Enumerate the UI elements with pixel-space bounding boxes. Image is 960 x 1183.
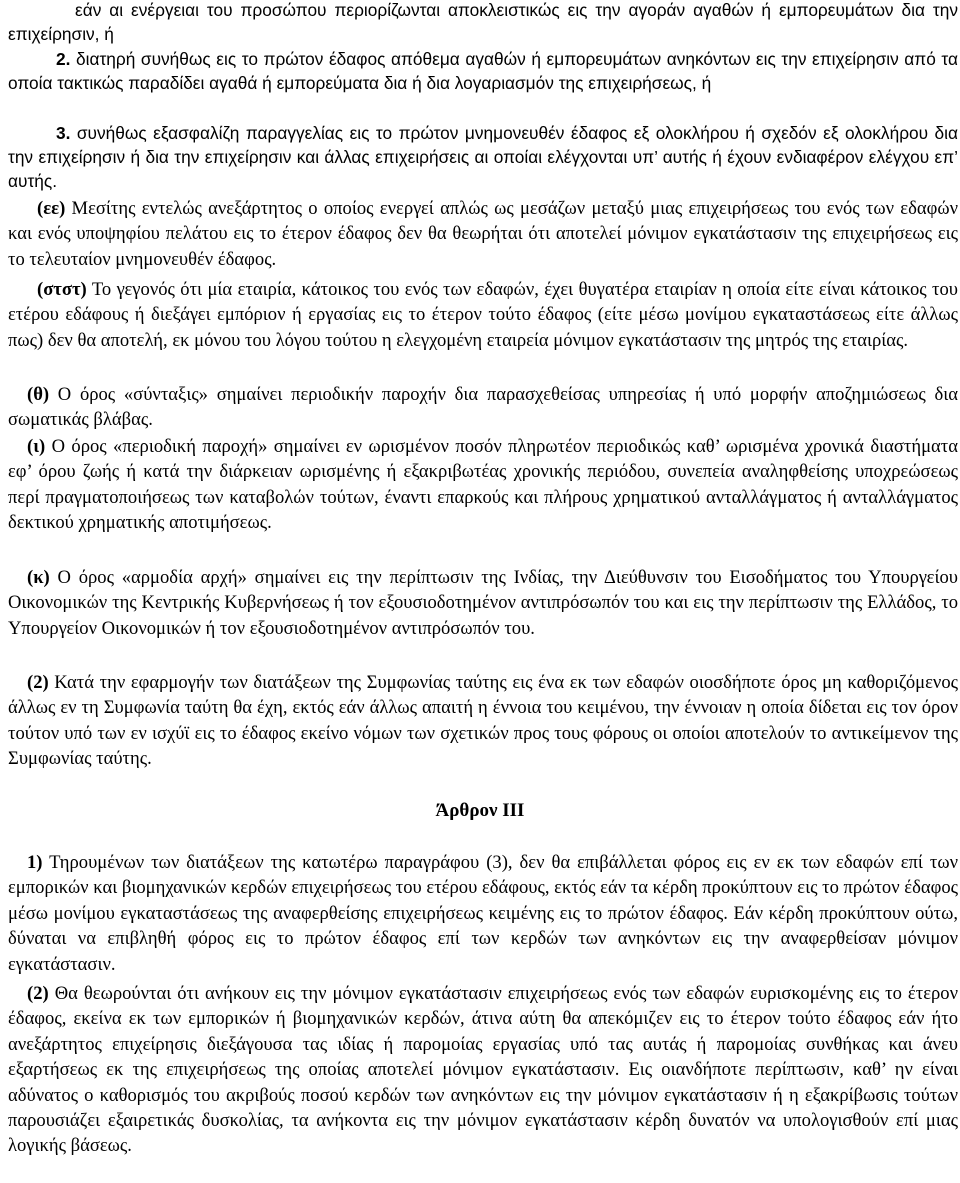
article-heading: Άρθρον ΙΙΙ <box>435 800 525 821</box>
para-2-text: Κατά την εφαρμογήν των διατάξεων της Συμφωνίας ταύτης εις ένα εκ των εδαφών οιοσδήποτε όρος μη καθοριζόμενος άλλως εν τη Συμφωνία ταύτη θα έχη, εκτός εάν άλλως απαιτή η έννοια του κειμένου, την έννοιαν η οποία δίδεται εις τον όρον τούτον υπό των εν ισχύϊ εις το έδαφος εκείνο νόμων των σχετικών προς τους φόρους οι οποίοι αποτελούν το αντικείμενον της Συμφωνίας ταύτης. <box>8 672 958 770</box>
para-ee-label: (εε) <box>37 198 66 219</box>
item-2-number: 2. <box>56 49 71 69</box>
para-stst <box>8 277 958 353</box>
para-theta-label: (θ) <box>27 384 50 405</box>
para-stst-text: Το γεγονός ότι μία εταιρία, κάτοικος του ενός των εδαφών, έχει θυγατέρα εταιρίαν η οποία είτε είναι κάτοικος του ετέρου εδάφους ή διεξάγει εμπόριον ή εργασίας εις το έτερον τούτο έδαφος (είτε μέσω μονίμου εγκαταστάσεως είτε άλλως πως) δεν θα αποτελή, εκ μόνου του λόγου τούτου η ελεγχομένη εταιρεία μόνιμον εγκατάστασιν της μητρός της εταιρίας. <box>8 279 958 351</box>
art3-para-1 <box>8 850 958 977</box>
art3-para-1-text: Τηρουμένων των διατάξεων της κατωτέρω παραγράφου (3), δεν θα επιβάλλεται φόρος εις εν εκ των εδαφών επί των εμπορικών και βιομηχανικών κερδών επιχειρήσεως του ετέρου εδάφους, εκτός εάν τα κέρδη προκύπτουν εις το πρώτον έδαφος μέσω μονίμου εγκαταστάσεως της αναφερθείσης επιχειρήσεως κειμένης εις το πρώτον έδαφος. Εάν κέρδη προκύπτουν ούτω, δύναται να επιβληθή φόρος εις το πρώτον έδαφος επί των κερδών των ανηκόντων εις την αναφερθείσαν μόνιμον εγκατάστασιν. <box>8 852 958 975</box>
para-theta <box>8 382 958 433</box>
para-iota <box>8 434 958 536</box>
art3-para-2-text: Θα θεωρούνται ότι ανήκουν εις την μόνιμον εγκατάστασιν επιχειρήσεως ενός των εδαφών ευρισκομένης εις το έτερον έδαφος, εκείνα εκ των εμπορικών ή βιομηχανικών κερδών, άτινα αύτη θα απεκόμιζεν εις το έτερον τούτο έδαφος εάν ήτο ανεξάρτητος επιχείρησις διεξάγουσα τας ιδίας ή παρομοίας εργασίας υπό τας αυτάς ή παρομοίας συνθήκας και άνευ εξαρτήσεως εκ της επιχειρήσεως της οποίας αποτελεί μόνιμον εγκατάστασιν. Εις οιανδήποτε περίπτωσιν, καθ’ ην είναι αδύνατος ο καθορισμός του ακριβούς ποσού κερδών των ανηκόντων εις την μόνιμον εγκατάστασιν ή η εξακρίβωσις τούτων παρουσιάζει εξαιρετικάς δυσκολίας, τα ανήκοντα εις την μόνιμον εγκατάστασιν κέρδη δυνατόν να υπολογισθούν επί μιας λογικής βάσεως. <box>8 983 958 1157</box>
intro-text: εάν αι ενέργειαι του προσώπου περιορίζωνται αποκλειστικώς εις την αγοράν αγαθών ή εμπορευμάτων δια την επιχείρησιν, ή <box>8 0 958 44</box>
para-stst-label: (στστ) <box>37 279 87 300</box>
para-kappa-label: (κ) <box>27 567 50 588</box>
intro-paragraph <box>8 0 958 46</box>
para-kappa <box>8 565 958 641</box>
item-2-text: διατηρή συνήθως εις το πρώτον έδαφος απόθεμα αγαθών ή εμπορευμάτων ανηκόντων εις την επιχείρησιν από τα οποία τακτικώς παραδίδει αγαθά ή εμπορεύματα δια ή δια λογαριασμόν της επιχειρήσεως, ή <box>8 49 958 93</box>
art3-para-2 <box>8 981 958 1159</box>
art3-para-1-label: 1) <box>27 852 43 873</box>
item-3-number: 3. <box>56 123 71 143</box>
para-ee-text: Μεσίτης εντελώς ανεξάρτητος ο οποίος ενεργεί απλώς ως μεσάζων μεταξύ μιας επιχειρήσεως του ενός των εδαφών και ενός υποψηφίου πελάτου εις το έτερον έδαφος δεν θα θεωρήται ότι αποτελεί μόνιμον εγκατάστασιν της επιχειρήσεως εις το τελευταίον μνημονευθέν έδαφος. <box>8 198 958 270</box>
item-3-paragraph <box>8 121 958 193</box>
para-2-label: (2) <box>27 672 49 693</box>
para-iota-text: Ο όρος «περιοδική παροχή» σημαίνει εν ωρισμένον ποσόν πληρωτέον περιοδικώς καθ’ ωρισμένα χρονικά διαστήματα εφ’ όρου ζωής ή κατά την διάρκειαν ωρισμένης ή εξακριβωτέας χρονικής περιόδου, συνεπεία αναληφθείσης υποχρεώσεως περί πραγματοποιήσεως των καταβολών τούτων, έναντι επαρκούς και πλήρους χρηματικού ανταλλάγματος ή ανταλλάγματος δεκτικού χρηματικής αποτιμήσεως. <box>8 436 958 534</box>
para-kappa-text: Ο όρος «αρμοδία αρχή» σημαίνει εις την περίπτωσιν της Ινδίας, την Διεύθυνσιν του Εισοδήματος του Υπουργείου Οικονομικών της Κεντρικής Κυβερνήσεως ή τον εξουσιοδοτημένον αντιπρόσωπόν του και εις την περίπτωσιν της Ελλάδος, το Υπουργείον Οικονομικών ή τον εξουσιοδοτημένον αντιπρόσωπόν του. <box>8 567 958 639</box>
para-2 <box>8 670 958 772</box>
item-3-text: συνήθως εξασφαλίζη παραγγελίας εις το πρώτον μνημονευθέν έδαφος εξ ολοκλήρου ή σχεδόν εξ ολοκλήρου δια την επιχείρησιν ή δια την επιχείρησιν και άλλας επιχειρήσεις αι οποίαι ελέγχονται υπ’ αυτής ή έχουν ενδιαφέρον ελέγχου επ’ αυτής. <box>8 123 958 191</box>
para-theta-text: Ο όρος «σύνταξις» σημαίνει περιοδικήν παροχήν δια παρασχεθείσας υπηρεσίας ή υπό μορφήν αποζημιώσεως δια σωματικάς βλάβας. <box>8 384 958 431</box>
item-2-paragraph <box>8 47 958 95</box>
art3-para-2-label: (2) <box>27 983 49 1004</box>
para-iota-label: (ι) <box>27 436 46 457</box>
para-ee <box>8 196 958 272</box>
